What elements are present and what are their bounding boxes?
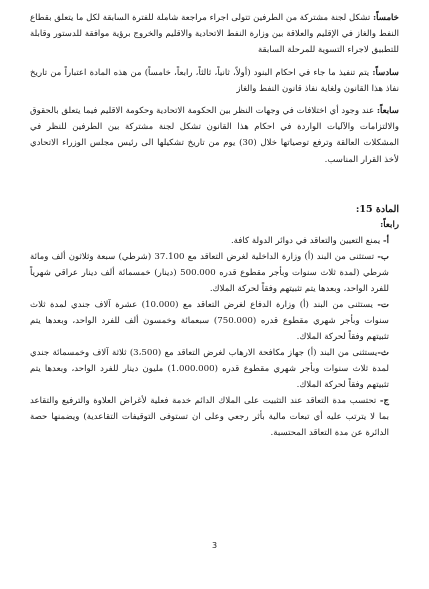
paragraph-lead: خامساً: <box>373 13 399 23</box>
item-mark: ج- <box>379 395 389 406</box>
article-item-a <box>30 233 399 249</box>
article-item-t <box>30 297 399 345</box>
article-title: المادة 15: <box>355 203 399 215</box>
item-mark: ث- <box>377 347 389 358</box>
page-number: 3 <box>211 541 218 550</box>
paragraph-lead: سابعاً: <box>376 106 399 117</box>
paragraph-text: تشكل لجنة مشتركة من الطرفين تتولى اجراء مراجعة شاملة للفترة السابقة لكل ما يتعلق بقطاع النفط والغاز في الإقليم والعلاقة بين وزارة النفط الاتحادية والاقليم والخروج برؤية موافقة للدستور وقابلة للتطبيق لاجراء التسوية للمرحلة السابقة <box>30 13 399 56</box>
item-text: تحتسب مدة التعاقد عند التثبيت على الملاك الدائم خدمة فعلية لأغراض العلاوة والترفيع والتقاعد بما لا يترتب عليه أي تبعات مالية بأثر رجعي وعلى ان تستوفى التوقيفات التقاعدية) ويضمنها حصة الدائرة عن مدة التعاقد المحتسبة. <box>30 395 389 438</box>
item-text: تستثنى من البند (أ) وزارة الداخلية لغرض التعاقد مع 37.100 (شرطي) سبعة وثلاثون ألف ومائة شرطي (لمدة ثلاث سنوات وبأجر مقطوع قدره 500.000 (دينار) خمسمائة ألف دينار عراقي شهرياً للفرد الواحد، وبعدها يتم تثبيتهم وفقاً لحركة الملاك. <box>30 251 389 294</box>
article-subtitle: رابعاً: <box>380 219 399 230</box>
item-mark: ت- <box>377 299 389 310</box>
article-item-j <box>30 393 399 441</box>
article-item-th <box>30 345 399 393</box>
item-text: يستثنى من البند (أ) وزارة الدفاع لغرض التعاقد مع (10.000) عشرة آلاف جندي لمدة ثلاث سنوات وبأجر شهري مقطوع قدره (750.000) سبعمائة وخمسون ألف للفرد الواحد، وبعدها يتم تثبيتهم وفقاً لحركة الملاك. <box>30 299 389 342</box>
paragraph-lead: سادساً: <box>372 67 399 78</box>
document-page <box>30 10 399 589</box>
article-item-b <box>30 249 399 297</box>
item-text: يمنع التعيين والتعاقد في دوائر الدولة كافة. <box>230 235 384 246</box>
paragraph-fifth <box>30 10 399 59</box>
paragraph-sixth <box>30 65 399 97</box>
paragraph-seventh <box>30 103 399 168</box>
paragraph-text: عند وجود أي اختلافات في وجهات النظر بين الحكومة الاتحادية وحكومة الاقليم فيما يتعلق بالحقوق والالتزامات والآليات الواردة في احكام هذا القانون تشكل لجنة مشتركة بين الطرفين للنظر في المشكلات العالقة وترفع توصياتها خلال (30) يوم من تاريخ تشكيلها الى رئيس مجلس الوزراء الاتحادي لأخذ القرار المناسب. <box>30 106 399 165</box>
paragraph-text: يتم تنفيذ ما جاء في احكام البنود (أولاً، ثانياً، ثالثاً، رابعاً، خامساً) من هذه المادة اعتباراً من تاريخ نفاذ هذا القانون ولغاية نفاذ قانون النفط والغاز <box>30 67 399 94</box>
item-mark: ب- <box>377 251 389 262</box>
item-text: يستثنى من البند (أ) جهاز مكافحة الارهاب لغرض التعاقد مع (3،500) ثلاثة آلاف وخمسمائة جندي لمدة ثلاث سنوات وبأجر شهري مقطوع قدره (1.000.000) مليون دينار للفرد الواحد، وبعدها يتم تثبيتهم وفقاً لحركة الملاك. <box>30 347 389 390</box>
item-mark: أ- <box>383 235 389 246</box>
